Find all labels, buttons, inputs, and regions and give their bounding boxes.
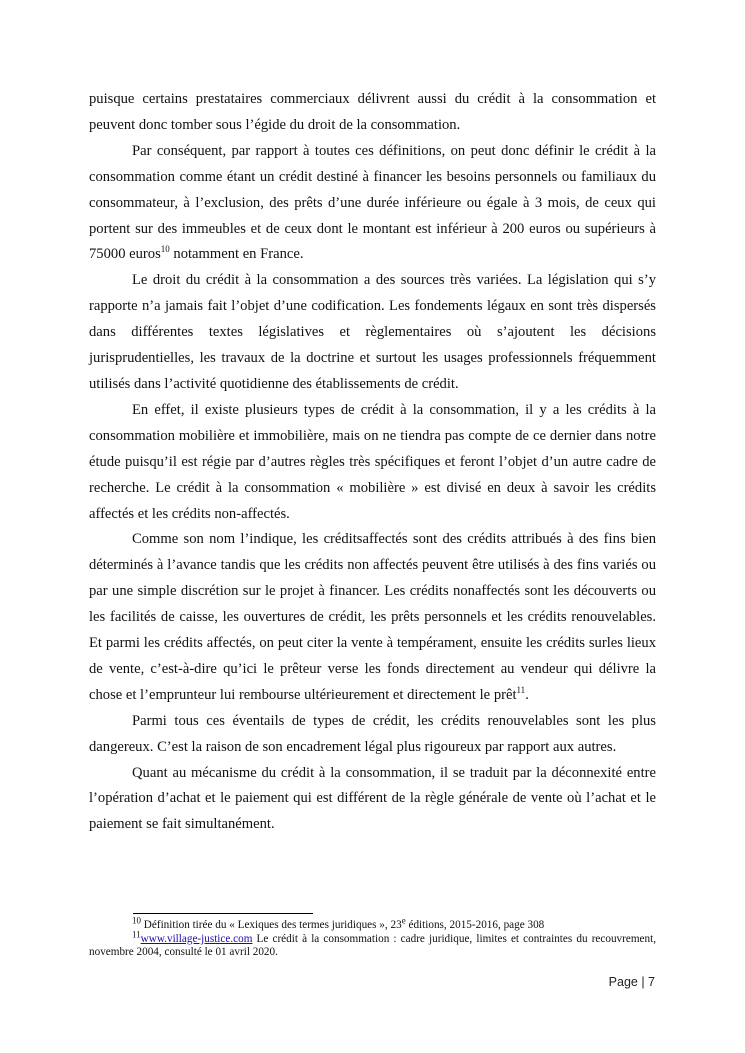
paragraph-6 <box>89 709 656 761</box>
footnote-text: Le crédit à la consommation : cadre juridique, limites et contraintes du recouvrement, novembre 2004, consulté le 01 avril 2020. <box>89 932 656 959</box>
paragraph-7 <box>89 761 656 839</box>
footnote-10 <box>89 915 656 933</box>
paragraph-4 <box>89 398 656 528</box>
footnote-ref-10[interactable]: 10 <box>160 244 170 255</box>
footnote-separator <box>133 913 313 914</box>
paragraph-text: notamment en France. <box>169 246 304 263</box>
paragraph-2 <box>89 139 656 269</box>
footnote-superscript: e <box>401 915 406 926</box>
footnote-11 <box>89 928 656 960</box>
paragraph-text: Quant au mécanisme du crédit à la consommation, il se traduit par la déconnexité entre l’opération d’achat et le paiement qui est différent de la règle générale de vente où l’achat et le paiement se fait simultanément. <box>89 764 656 833</box>
footnote-text: Définition tirée du « Lexiques des termes juridiques », 23 <box>141 919 402 931</box>
footnote-text: éditions, 2015-2016, page 308 <box>405 919 545 931</box>
paragraph-1 <box>89 87 656 139</box>
paragraph-text: Le droit du crédit à la consommation a des sources très variées. La législation qui s’y rapporte n’a jamais fait l’objet d’une codification. Les fondements légaux en sont très dispersés dans différentes textes législatives et règlementaires où s’ajoutent les décisions jurisprudentielles, les travaux de la doctrine et surtout les usages professionnels fréquemment utilisés dans l’activité quotidienne des établissements de crédit. <box>89 272 656 392</box>
footnote-number: 10 <box>132 915 141 926</box>
paragraph-text: Parmi tous ces éventails de types de crédit, les crédits renouvelables sont les plus dangereux. C’est la raison de son encadrement légal plus rigoureux par rapport aux autres. <box>89 712 656 755</box>
page-number: Page | 7 <box>608 975 655 989</box>
paragraph-text: . <box>525 686 529 703</box>
footnote-ref-11[interactable]: 11 <box>516 684 526 695</box>
paragraph-3 <box>89 268 656 398</box>
body-text <box>89 87 656 838</box>
paragraph-text: Comme son nom l’indique, les créditsaffectés sont des crédits attribués à des fins bien déterminés à l’avance tandis que les crédits non affectés peuvent être utilisés à des fins variés ou par une simple discrétion sur le projet à financer. Les crédits nonaffectés sont les découverts ou les facilités de caisse, les ouvertures de crédit, les prêts personnels et les crédits renouvelables. Et parmi les crédits affectés, on peut citer la vente à tempérament, ensuite les crédits surles lieux de vente, c’est-à-dire qu’ici le prêteur verse les fonds directement au vendeur qui délivre la chose et l’emprunteur lui rembourse ultérieurement et directement le prêt <box>89 531 656 703</box>
footnotes <box>89 915 656 960</box>
paragraph-5 <box>89 527 656 708</box>
paragraph-text: En effet, il existe plusieurs types de crédit à la consommation, il y a les crédits à la consommation mobilière et immobilière, mais on ne tiendra pas compte de ce dernier dans notre étude puisqu’il est régie par d’autres règles très spécifiques et feront l’objet d’un autre cadre de recherche. Le crédit à la consommation « mobilière » est divisé en deux à savoir les crédits affectés et les crédits non-affectés. <box>89 401 656 522</box>
paragraph-text: puisque certains prestataires commerciaux délivrent aussi du crédit à la consommation et peuvent donc tomber sous l’égide du droit de la consommation. <box>89 91 656 133</box>
paragraph-text: Par conséquent, par rapport à toutes ces définitions, on peut donc définir le crédit à la consommation comme étant un crédit destiné à financer les besoins personnels ou familiaux du consommateur, à l’exclusion, des prêts d’une durée inférieure ou égale à 3 mois, de ceux qui portent sur des immeubles et de ceux dont le montant est inférieur à 200 euros ou supérieurs à 75000 euros <box>89 142 656 263</box>
footnote-link[interactable]: www.village-justice.com <box>140 932 253 945</box>
footnote-number: 11 <box>132 928 141 939</box>
